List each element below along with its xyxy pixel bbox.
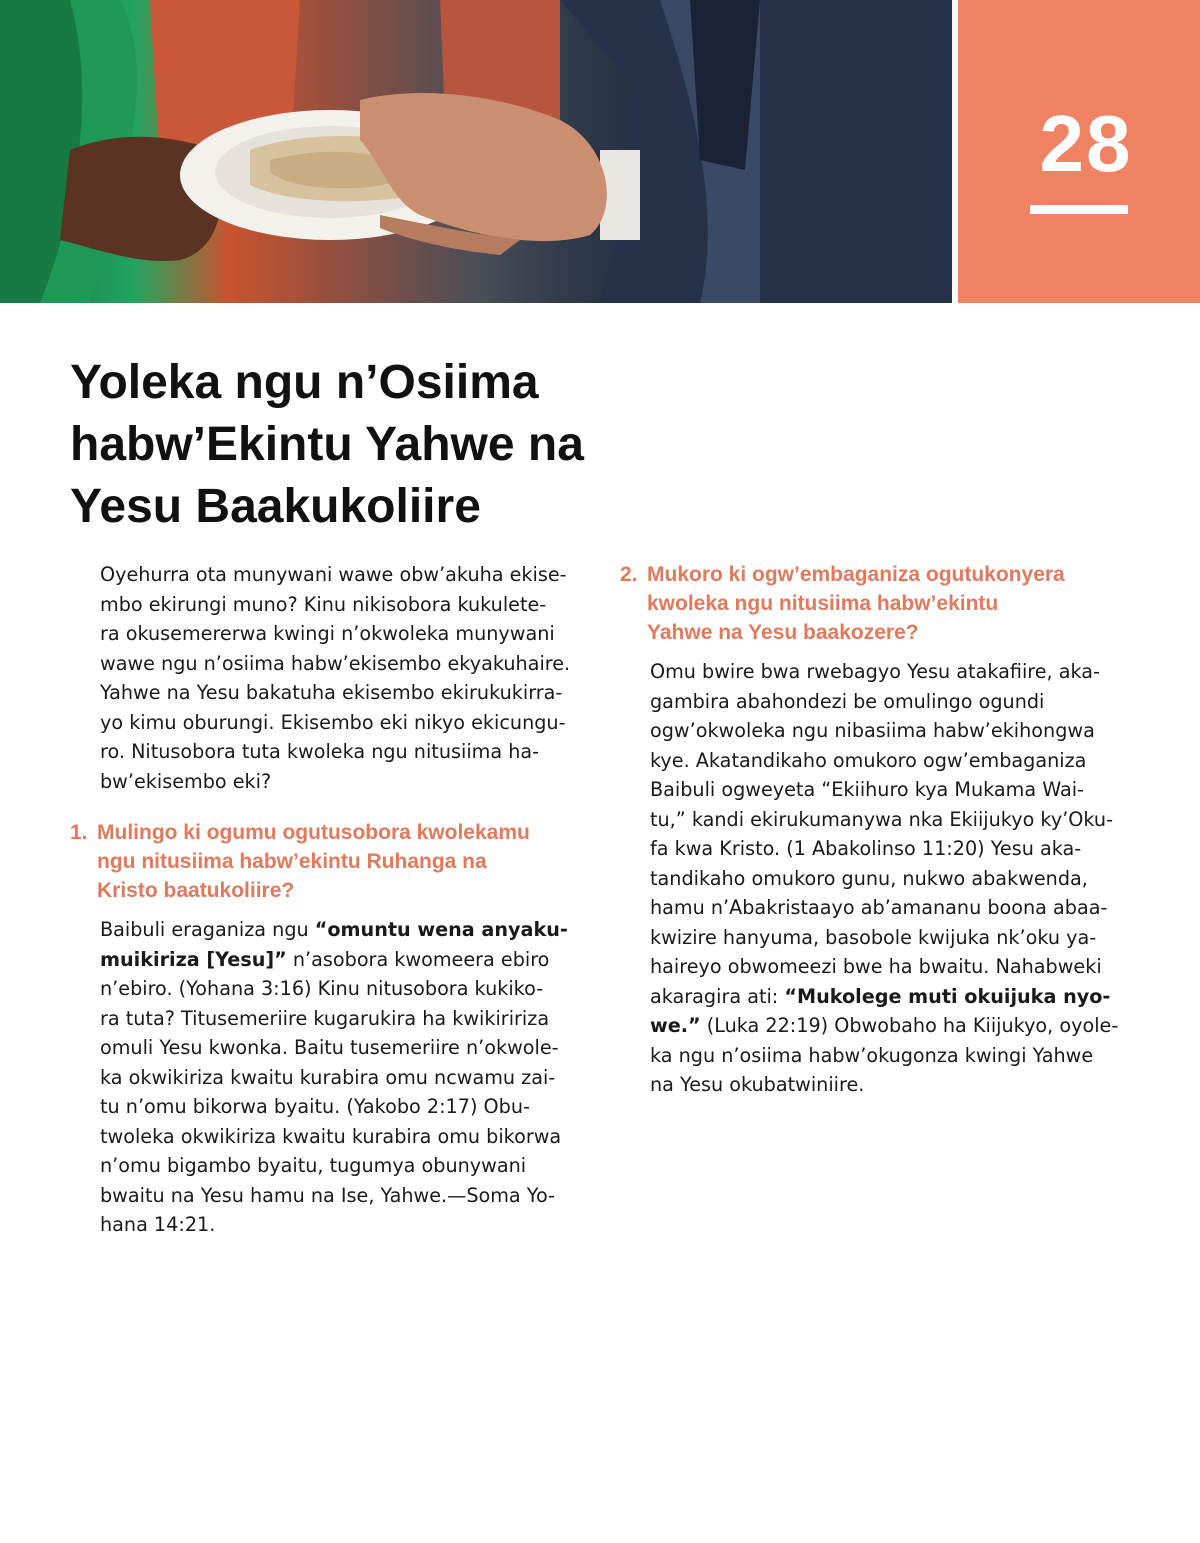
text-line: Omu bwire bwa rwebagyo Yesu atakafiire, aka-: [650, 660, 1100, 683]
section-1-heading: [70, 818, 587, 905]
text-line: gambira abahondezi be omulingo ogundi: [650, 689, 1045, 713]
page-title: [70, 352, 710, 538]
text-line: bwaitu na Yesu hamu na Ise, Yahwe.—Soma Yo-: [100, 1183, 555, 1207]
bold-quote: “Mukolege muti okuijuka nyo-: [784, 984, 1111, 1008]
bold-quote: muikiriza [Yesu]”: [100, 947, 287, 971]
text-line: ka okwikiriza kwaitu kurabira omu ncwamu zai-: [100, 1065, 556, 1089]
section-2-paragraph: [620, 657, 1140, 1100]
text-line: twoleka okwikiriza kwaitu kurabira omu bikorwa: [100, 1124, 562, 1148]
text-line: tu n’omu bikorwa byaitu. (Yakobo 2:17) Obu-: [100, 1095, 530, 1118]
page-title-line: Yesu Baakukoliire: [70, 480, 481, 533]
text-line: akaragira ati: “Mukolege muti okuijuka nyo-: [650, 984, 1111, 1008]
lesson-number-block: [958, 0, 1200, 303]
text-line: kwizire hanyuma, basobole kwijuka nk’oku ya-: [650, 925, 1097, 949]
heading-line: ngu nitusiima habw’ekintu Ruhanga na: [97, 850, 487, 873]
page-title-line: habw’Ekintu Yahwe na: [70, 418, 584, 471]
text-line: Baibuli eraganiza ngu “omuntu wena anyaku-: [100, 918, 568, 941]
memorial-bread-photo: [0, 0, 952, 303]
text-line: fa kwa Kristo. (1 Abakolinso 11:20) Yesu aka-: [650, 837, 1082, 860]
text-line: n’omu bigambo byaitu, tugumya obunywani: [100, 1154, 527, 1177]
bold-quote: “omuntu wena anyaku-: [314, 918, 568, 941]
section-2-heading: [620, 560, 1140, 647]
heading-line: Kristo baatukoliire?: [97, 879, 295, 902]
text-line: ka ngu n’osiima habw’okugonza kwingi Yahwe: [650, 1043, 1094, 1067]
text-line: Yahwe na Yesu bakatuha ekisembo ekirukukirra-: [100, 681, 563, 704]
text-line: ro. Nitusobora tuta kwoleka ngu nitusiima ha-: [100, 740, 540, 763]
text-line: hamu n’Abakristaayo ab’amananu boona abaa-: [650, 896, 1108, 919]
text-line: mbo ekirungi muno? Kinu nikisobora kukulete-: [100, 592, 547, 616]
left-column: [70, 560, 587, 1240]
heading-line: Mulingo ki ogumu ogutusobora kwolekamu: [97, 821, 530, 844]
text-line: n’ebiro. (Yohana 3:16) Kinu nitusobora kukiko-: [100, 977, 544, 1000]
section-1-number: 1.: [70, 821, 88, 844]
text-line: na Yesu okubatwiniire.: [650, 1073, 865, 1096]
heading-line: Yahwe na Yesu baakozere?: [647, 621, 919, 644]
right-column: [620, 560, 1140, 1100]
section-1-paragraph: [70, 915, 587, 1240]
text-line: kye. Akatandikaho omukoro ogw’embaganiza: [650, 748, 1087, 772]
heading-line: kwoleka ngu nitusiima habw’ekintu: [647, 592, 999, 615]
text-line: muikiriza [Yesu]” n’asobora kwomeera ebiro: [100, 947, 550, 971]
text-line: omuli Yesu kwonka. Baitu tusemeriire n’okwole-: [100, 1036, 559, 1059]
page-title-line: Yoleka ngu n’Osiima: [70, 356, 539, 409]
text-line: ra okusemererwa kwingi n’okwoleka munywani: [100, 622, 555, 645]
text-line: wawe ngu n’osiima habw’ekisembo ekyakuhaire.: [100, 651, 571, 675]
heading-line: Mukoro ki ogw’embaganiza ogutukonyera: [647, 563, 1065, 586]
text-line: yo kimu oburungi. Ekisembo eki nikyo ekicungu-: [100, 710, 566, 734]
text-line: tandikaho omukoro gunu, nukwo abakwenda,: [650, 866, 1088, 890]
text-line: bw’ekisembo eki?: [100, 769, 272, 793]
text-line: ra tuta? Titusemeriire kugarukira ha kwikiririza: [100, 1006, 550, 1030]
lesson-number: 28: [1039, 99, 1133, 188]
lesson-number-underline: [1030, 205, 1128, 214]
header-photo: [0, 0, 952, 303]
text-line: tu,” kandi ekirukumanywa nka Ekiijukyo ky’Oku-: [650, 807, 1114, 831]
text-line: haireyo obwomeezi bwe ha bwaitu. Nahabweki: [650, 955, 1102, 978]
text-line: we.” (Luka 22:19) Obwobaho ha Kiijukyo, oyole-: [650, 1014, 1119, 1037]
section-2-number: 2.: [620, 563, 638, 586]
intro-paragraph: [70, 560, 587, 796]
text-line: Oyehurra ota munywani wawe obw’akuha ekise-: [100, 563, 567, 586]
text-line: ogw’okwoleka ngu nibasiima habw’ekihongwa: [650, 719, 1095, 742]
text-line: hana 14:21.: [100, 1213, 216, 1236]
text-line: Baibuli ogweyeta “Ekiihuro kya Mukama Wai-: [650, 778, 1084, 801]
bold-quote: we.”: [650, 1014, 701, 1037]
